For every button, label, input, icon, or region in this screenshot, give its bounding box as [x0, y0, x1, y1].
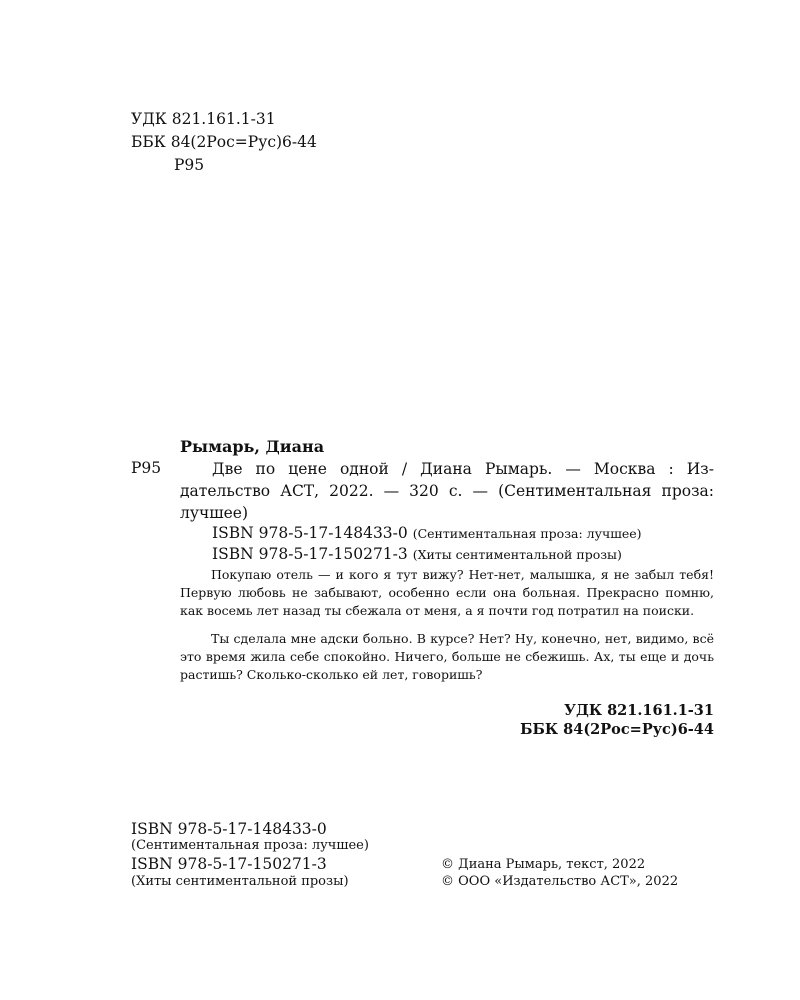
annotation-paragraph-2: Ты сделала мне адски больно. В курсе? Нет? Ну, конечно, нет, видимо, всё это время жила себе спокойно. Ничего, больше не сбежишь. Ах, ты еще и дочь растишь? Сколько-сколько ей лет, говоришь?: [180, 631, 714, 682]
footer-series-1: (Сентиментальная проза: лучшее): [131, 838, 369, 853]
card-description: Две по цене одной / Диана Рымарь. — Москва : Издательство АСТ, 2022. — 320 с. — (Сентиментальная проза: лучшее): [180, 460, 714, 522]
card-author-sign: Р95: [131, 459, 162, 477]
card-isbn-1: [212, 524, 642, 542]
card-author: Рымарь, Диана: [180, 437, 325, 456]
author-sign: Р95: [174, 156, 205, 174]
isbn-series: (Сентиментальная проза: лучшее): [412, 526, 642, 541]
footer-series-2: (Хиты сентиментальной прозы): [131, 874, 349, 889]
copyright-text: © Диана Рымарь, текст, 2022: [441, 857, 646, 872]
isbn-number: ISBN 978-5-17-148433-0: [212, 524, 408, 542]
card-isbn-2: [212, 545, 622, 563]
card-bbk: ББК 84(2Рос=Рус)6-44: [520, 721, 714, 738]
footer-isbn-1: ISBN 978-5-17-148433-0: [131, 820, 327, 838]
card-udk: УДК 821.161.1-31: [564, 702, 714, 719]
isbn-series: (Хиты сентиментальной прозы): [412, 547, 622, 562]
footer-isbn-2: ISBN 978-5-17-150271-3: [131, 855, 327, 873]
copyright-publisher: © ООО «Издательство АСТ», 2022: [441, 874, 679, 889]
isbn-number: ISBN 978-5-17-150271-3: [212, 545, 408, 563]
annotation-paragraph-1: Покупаю отель — и кого я тут вижу? Нет-нет, малышка, я не забыл тебя! Первую любовь не забывают, особенно если она больная. Прекрасно помню, как восемь лет назад ты сбежала от меня, а я почти год потратил на поиски.: [180, 567, 714, 618]
bbk-code: ББК 84(2Рос=Рус)6-44: [131, 133, 317, 151]
udk-code: УДК 821.161.1-31: [131, 110, 276, 128]
